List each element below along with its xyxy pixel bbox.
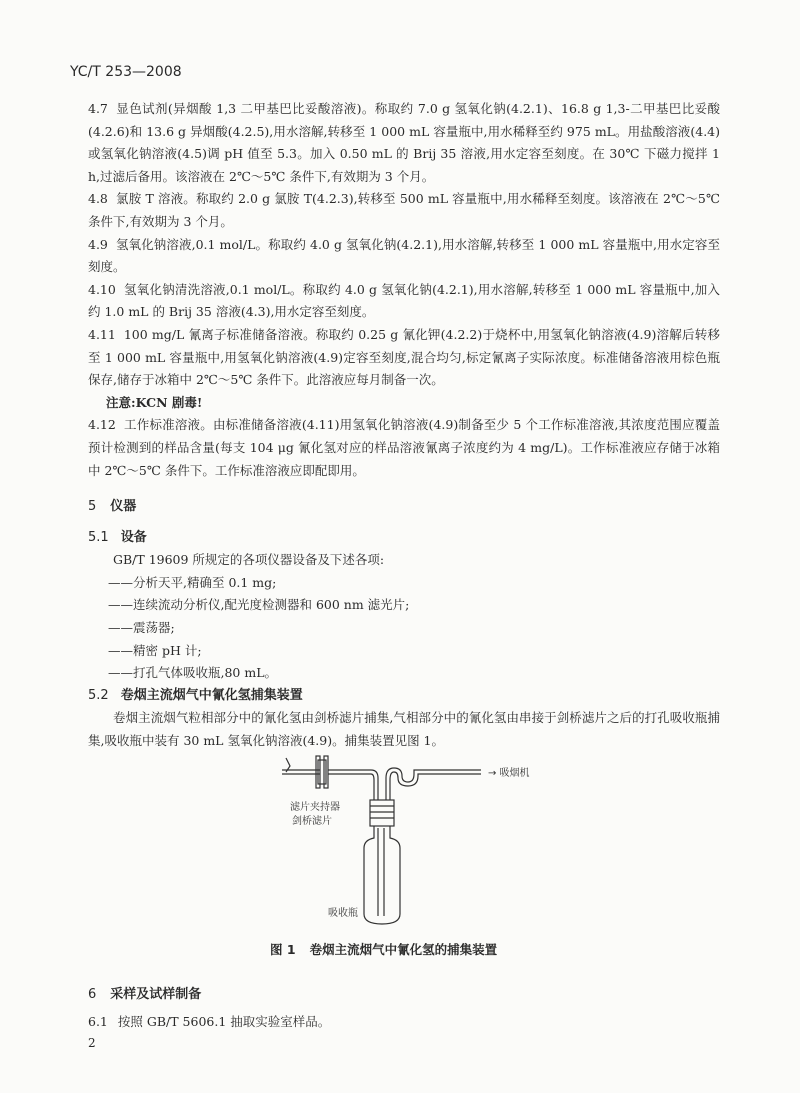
list-item: ——精密 pH 计; — [108, 642, 202, 658]
clause-text: 按照 GB/T 5606.1 抽取实验室样品。 — [117, 1014, 331, 1029]
section-5-heading — [88, 496, 720, 519]
para-4-8 — [88, 188, 720, 233]
para-4-11 — [88, 324, 720, 392]
clause-number: 6.1 — [88, 1014, 108, 1029]
section-number: 5.1 — [88, 529, 109, 545]
section-5-1-heading — [88, 527, 720, 550]
section-5-2-heading — [88, 685, 720, 708]
apparatus-drawing — [276, 748, 576, 938]
filter-holder-shape — [318, 760, 326, 784]
para-4-7 — [88, 98, 720, 188]
section-5-2-text: 卷烟主流烟气粒相部分中的氰化氢由剑桥滤片捕集,气相部分中的氰化氢由串接于剑桥滤片之后的打孔吸收瓶捕集,吸收瓶中装有 30 mL 氢氧化钠溶液(4.9)。捕集装置见图 1。 — [88, 710, 720, 749]
hcn-trapping-apparatus-figure — [276, 748, 576, 938]
bottle-joint-shape — [370, 800, 394, 826]
list-item: ——连续流动分析仪,配光度检测器和 600 nm 滤光片; — [108, 597, 410, 613]
clause-text: 氯胺 T 溶液。称取约 2.0 g 氯胺 T(4.2.3),转移至 500 mL 容量瓶中,用水稀释至刻度。该溶液在 2℃～5℃ 条件下,有效期为 3 个月。 — [88, 191, 720, 229]
smoking-machine-label: → 吸烟机 — [488, 768, 530, 779]
absorption-bottle-label: 吸收瓶 — [328, 908, 358, 919]
body-text — [88, 98, 720, 753]
clause-number: 4.11 — [88, 326, 116, 342]
clause-number: 4.9 — [88, 236, 108, 252]
clause-number: 4.12 — [88, 417, 116, 433]
equipment-list — [88, 572, 720, 685]
figure-caption — [270, 940, 497, 958]
para-4-12 — [88, 414, 720, 482]
page-number: 2 — [88, 1036, 96, 1050]
filter-holder-label: 滤片夹持器 — [290, 802, 340, 813]
clause-number: 4.7 — [88, 101, 108, 116]
clause-text: 显色试剂(异烟酸 1,3 二甲基巴比妥酸溶液)。称取约 7.0 g 氢氧化钠(4.2.1)、16.8 g 1,3-二甲基巴比妥酸(4.2.6)和 13.6 g 异烟酸(4.2.5),用水溶解,转移至 1 000 mL 容量瓶中,用水稀释至约 975 mL。用盐酸溶液(4.4)或氢氧化钠溶液(4.5)调 pH 值至 5.3。加入 0.50 mL 的 Brij 35 溶液,用水定容至刻度。在 30℃ 下磁力搅拌 1 h,过滤后备用。该溶液在 2℃～5℃ 条件下,有效期为 3 个月。 — [88, 101, 720, 184]
para-4-10 — [88, 279, 720, 324]
cambridge-filter-label: 剑桥滤片 — [292, 816, 332, 827]
section-number: 5 — [88, 499, 97, 515]
list-item: ——打孔气体吸收瓶,80 mL。 — [108, 665, 278, 681]
clause-text: 100 mg/L 氰离子标准储备溶液。称取约 0.25 g 氰化钾(4.2.2)于烧杯中,用氢氧化钠溶液(4.9)溶解后转移至 1 000 mL 容量瓶中,用氢氧化钠溶液(4.9)定容至刻度,混合均匀,标定氰离子实际浓度。标准储备溶液用棕色瓶保存,储存于冰箱中 2℃～5℃ 条件下。此溶液应每月制备一次。 — [88, 326, 720, 388]
section-number: 5.2 — [88, 687, 109, 703]
list-item: ——震荡器; — [108, 620, 175, 636]
equipment-intro: GB/T 19609 所规定的各项仪器设备及下述各项: — [113, 552, 385, 568]
clause-number: 4.8 — [88, 191, 108, 207]
clause-text: 工作标准溶液。由标准储备溶液(4.11)用氢氧化钠溶液(4.9)制备至少 5 个工作标准溶液,其浓度范围应覆盖预计检测到的样品含量(每支 104 μg 氰化氢对应的样品溶液氰离子浓度约为 4 mg/L)。工作标准液应存储于冰箱中 2℃～5℃ 条件下。工作标准溶液应即配即用。 — [88, 417, 720, 478]
figure-title: 卷烟主流烟气中氰化氢的捕集装置 — [309, 942, 498, 957]
section-title: 卷烟主流烟气中氰化氢捕集装置 — [120, 687, 303, 703]
figure-number: 图 1 — [270, 942, 296, 957]
absorption-bottle-shape — [364, 826, 400, 924]
clause-number: 4.10 — [88, 281, 116, 297]
clause-text: 氢氧化钠溶液,0.1 mol/L。称取约 4.0 g 氢氧化钠(4.2.1),用水溶解,转移至 1 000 mL 容量瓶中,用水定容至刻度。 — [88, 236, 720, 275]
kcn-warning-note: 注意:KCN 剧毒! — [106, 394, 203, 410]
list-item: ——分析天平,精确至 0.1 mg; — [108, 574, 277, 590]
section-title: 仪器 — [110, 499, 137, 515]
para-4-9 — [88, 234, 720, 279]
clause-text: 氢氧化钠清洗溶液,0.1 mol/L。称取约 4.0 g 氢氧化钠(4.2.1),用水溶解,转移至 1 000 mL 容量瓶中,加入约 1.0 mL 的 Brij 35 溶液(4.3),用水定容至刻度。 — [88, 281, 720, 320]
para-6-1 — [88, 1012, 330, 1030]
section-6-heading — [88, 983, 201, 1002]
standard-code: YC/T 253—2008 — [70, 64, 182, 80]
section-number: 6 — [88, 987, 97, 1002]
section-title: 采样及试样制备 — [110, 987, 202, 1002]
section-title: 设备 — [120, 529, 147, 545]
